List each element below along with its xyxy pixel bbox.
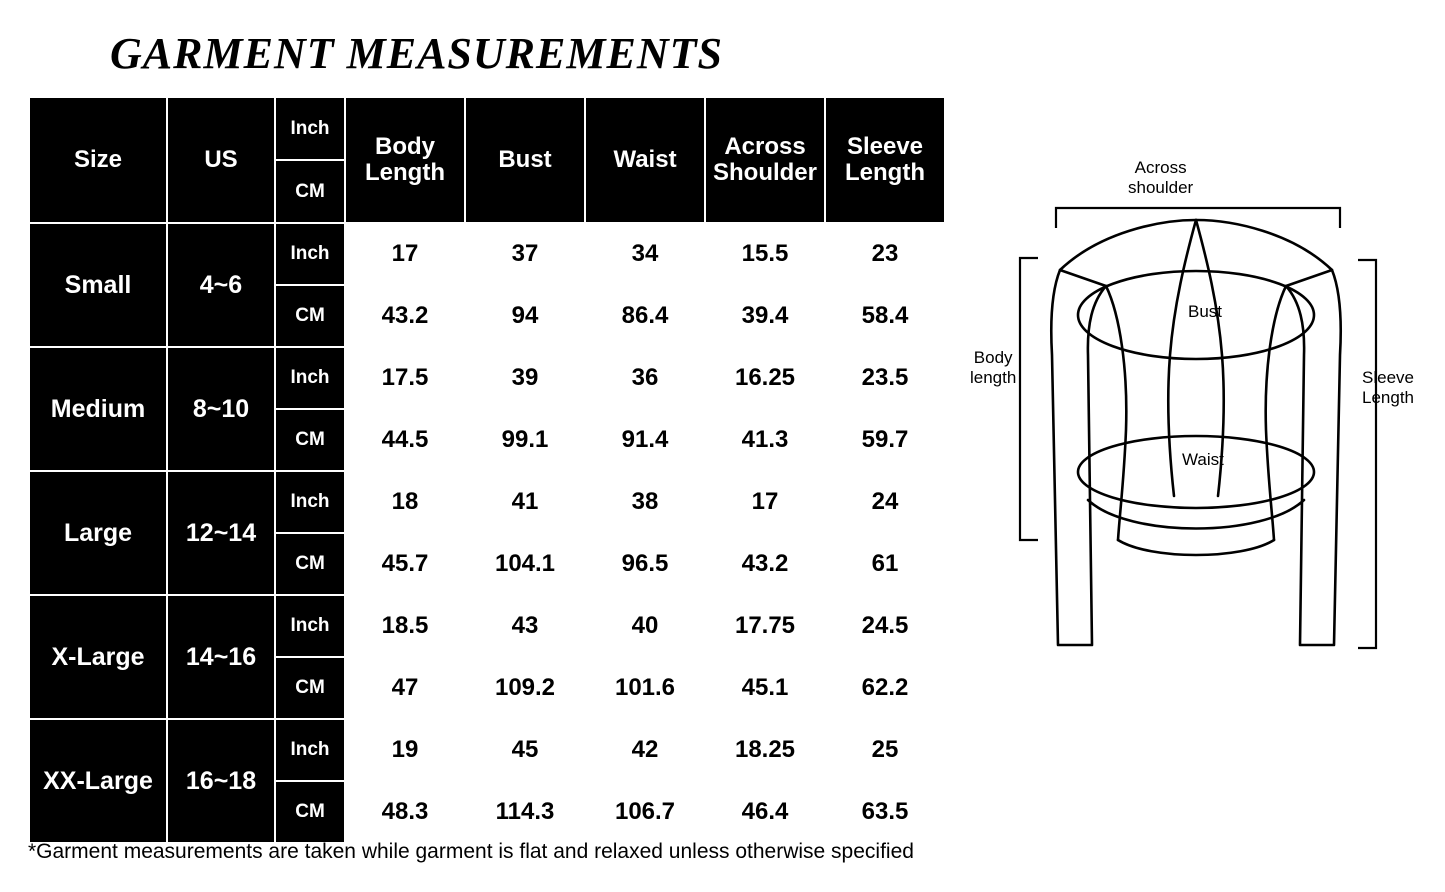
diagram-label-across-shoulder-line2: shoulder	[1128, 177, 1194, 197]
cell-waist-cm: 86.4	[585, 285, 705, 347]
row-unit-cm: CM	[275, 409, 345, 471]
header-sleeve-length: Sleeve Length	[825, 97, 945, 223]
row-unit-inch: Inch	[275, 719, 345, 781]
cell-sleeve-length-cm: 58.4	[825, 285, 945, 347]
row-unit-cm: CM	[275, 657, 345, 719]
row-unit-inch: Inch	[275, 223, 345, 285]
header-across-shoulder: Across Shoulder	[705, 97, 825, 223]
cell-sleeve-length-cm: 59.7	[825, 409, 945, 471]
cell-across-shoulder-cm: 41.3	[705, 409, 825, 471]
diagram-label-bust: Bust	[1188, 302, 1223, 321]
diagram-label-across-shoulder-line1: Across	[1134, 158, 1187, 177]
header-us: US	[167, 97, 275, 223]
cell-sleeve-length-inch: 23.5	[825, 347, 945, 409]
cell-across-shoulder-inch: 16.25	[705, 347, 825, 409]
cell-bust-inch: 43	[465, 595, 585, 657]
row-us-label: 14~16	[167, 595, 275, 719]
cell-waist-inch: 40	[585, 595, 705, 657]
cell-body-length-inch: 17	[345, 223, 465, 285]
cell-body-length-cm: 47	[345, 657, 465, 719]
cell-bust-cm: 114.3	[465, 781, 585, 843]
row-unit-cm: CM	[275, 285, 345, 347]
cell-body-length-inch: 19	[345, 719, 465, 781]
cell-sleeve-length-inch: 23	[825, 223, 945, 285]
row-unit-inch: Inch	[275, 347, 345, 409]
cell-across-shoulder-cm: 39.4	[705, 285, 825, 347]
diagram-label-body-length-line1: Body	[973, 348, 1013, 367]
cell-body-length-inch: 17.5	[345, 347, 465, 409]
cell-body-length-cm: 44.5	[345, 409, 465, 471]
table-row	[29, 595, 945, 657]
row-unit-cm: CM	[275, 781, 345, 843]
diagram-label-across-shoulder	[1128, 158, 1193, 197]
cell-bust-cm: 94	[465, 285, 585, 347]
header-unit-inch: Inch	[275, 97, 345, 160]
cell-across-shoulder-cm: 43.2	[705, 533, 825, 595]
cell-across-shoulder-cm: 46.4	[705, 781, 825, 843]
page-title: GARMENT MEASUREMENTS	[110, 29, 723, 78]
cell-across-shoulder-inch: 17	[705, 471, 825, 533]
cell-bust-cm: 109.2	[465, 657, 585, 719]
cell-bust-inch: 37	[465, 223, 585, 285]
row-size-label: X-Large	[29, 595, 167, 719]
cell-body-length-inch: 18.5	[345, 595, 465, 657]
cell-waist-inch: 42	[585, 719, 705, 781]
cell-bust-inch: 41	[465, 471, 585, 533]
diagram-label-waist: Waist	[1182, 450, 1224, 469]
cell-waist-inch: 34	[585, 223, 705, 285]
header-body-length: Body Length	[345, 97, 465, 223]
cell-waist-cm: 106.7	[585, 781, 705, 843]
cell-waist-inch: 36	[585, 347, 705, 409]
diagram-label-sleeve-length	[1362, 368, 1414, 407]
cell-waist-inch: 38	[585, 471, 705, 533]
table-row	[29, 471, 945, 533]
cell-body-length-cm: 43.2	[345, 285, 465, 347]
cell-sleeve-length-cm: 62.2	[825, 657, 945, 719]
cell-bust-cm: 104.1	[465, 533, 585, 595]
cell-across-shoulder-cm: 45.1	[705, 657, 825, 719]
cell-bust-cm: 99.1	[465, 409, 585, 471]
header-bust: Bust	[465, 97, 585, 223]
cell-sleeve-length-inch: 25	[825, 719, 945, 781]
row-size-label: Small	[29, 223, 167, 347]
cell-sleeve-length-inch: 24.5	[825, 595, 945, 657]
row-us-label: 8~10	[167, 347, 275, 471]
cell-sleeve-length-cm: 61	[825, 533, 945, 595]
garment-measurements-table	[28, 96, 946, 844]
row-unit-cm: CM	[275, 533, 345, 595]
row-size-label: Medium	[29, 347, 167, 471]
row-unit-inch: Inch	[275, 471, 345, 533]
cell-waist-cm: 91.4	[585, 409, 705, 471]
diagram-label-sleeve-length-line2: Length	[1362, 387, 1414, 407]
diagram-label-body-length-line2: length	[970, 367, 1017, 387]
garment-diagram	[960, 140, 1430, 700]
diagram-label-sleeve-length-line1: Sleeve	[1362, 368, 1414, 387]
cell-waist-cm: 96.5	[585, 533, 705, 595]
footnote: *Garment measurements are taken while garment is flat and relaxed unless otherwise specified	[28, 840, 914, 863]
cell-across-shoulder-inch: 15.5	[705, 223, 825, 285]
header-size: Size	[29, 97, 167, 223]
row-us-label: 12~14	[167, 471, 275, 595]
table-row	[29, 347, 945, 409]
table-row	[29, 719, 945, 781]
header-unit-cm: CM	[275, 160, 345, 223]
row-unit-inch: Inch	[275, 595, 345, 657]
row-size-label: Large	[29, 471, 167, 595]
cell-sleeve-length-inch: 24	[825, 471, 945, 533]
row-us-label: 4~6	[167, 223, 275, 347]
header-waist: Waist	[585, 97, 705, 223]
cell-waist-cm: 101.6	[585, 657, 705, 719]
cell-bust-inch: 39	[465, 347, 585, 409]
cell-body-length-cm: 45.7	[345, 533, 465, 595]
cell-body-length-cm: 48.3	[345, 781, 465, 843]
table-header-row-inch	[29, 97, 945, 160]
diagram-label-body-length	[970, 348, 1016, 387]
row-us-label: 16~18	[167, 719, 275, 843]
cell-bust-inch: 45	[465, 719, 585, 781]
cell-body-length-inch: 18	[345, 471, 465, 533]
cell-across-shoulder-inch: 17.75	[705, 595, 825, 657]
cell-sleeve-length-cm: 63.5	[825, 781, 945, 843]
garment-illustration-svg	[960, 140, 1430, 700]
row-size-label: XX-Large	[29, 719, 167, 843]
cell-across-shoulder-inch: 18.25	[705, 719, 825, 781]
table-row	[29, 223, 945, 285]
